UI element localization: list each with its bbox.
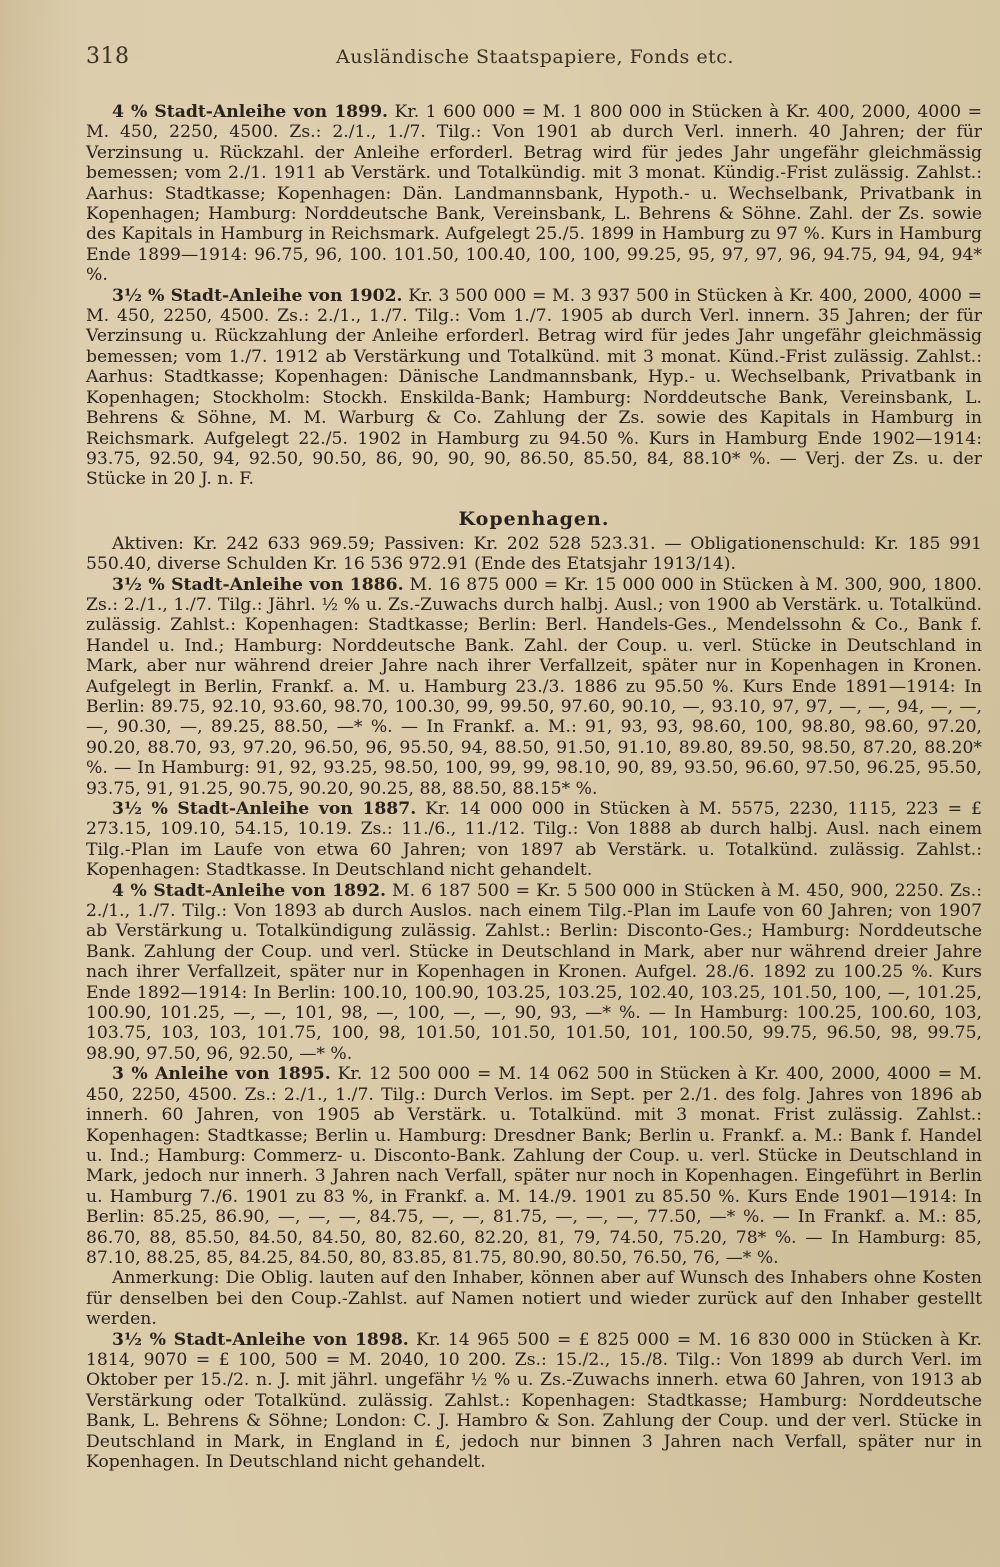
- entry-heading: 4 % Stadt-Anleihe von 1892.: [112, 880, 387, 901]
- entry-body: Kr. 14 000 000 in Stücken à M. 5575, 2230, 1115, 223 = £ 273.15, 109.10, 54.15, 10.19. Zs.: 11./6., 11./12. Tilg.: Von 1888 ab durch halbj. Ausl. nach einem Tilg.-Plan im Laufe von etwa 60 Jahren; von 1897 ab Verstärk. u. Totalkünd. zulässig. Zahlst.: Kopenhagen: Stadtkasse. In Deutschland nicht gehandelt.: [86, 799, 982, 881]
- entry-body: Kr. 3 500 000 = M. 3 937 500 in Stücken à Kr. 400, 2000, 4000 = M. 450, 2250, 4500. Zs.: 2./1., 1./7. Tilg.: Vom 1./7. 1905 ab durch Verl. innern. 35 Jahren; der für Verzinsung u. Rückzahlung der Anleihe erforderl. Betrag wird für jedes Jahr ungefähr gleichmässig bemessen; vom 1./7. 1912 ab Verstärkung und Totalkünd. mit 3 monat. Künd.-Frist zulässig. Zahlst.: Aarhus: Stadtkasse; Kopenhagen: Dänische Landmannsbank, Hyp.- u. Wechselbank, Privatbank in Kopenhagen; Stockholm: Stockh. Enskilda-Bank; Hamburg: Norddeutsche Bank, Vereinsbank, L. Behrens & Söhne, M. M. Warburg & Co. Zahlung der Zs. sowie des Kapitals in Hamburg in Reichsmark. Aufgelegt 22./5. 1902 in Hamburg zu 94.50 %. Kurs in Hamburg Ende 1902—1914: 93.75, 92.50, 94, 92.50, 90.50, 86, 90, 90, 90, 86.50, 85.50, 84, 88.10* %. — Verj. der Zs. u. der Stücke in 20 J. n. F.: [86, 285, 982, 490]
- entry-1887: [86, 799, 982, 881]
- entry-1899: [86, 102, 982, 286]
- entry-body: Kr. 1 600 000 = M. 1 800 000 in Stücken à Kr. 400, 2000, 4000 = M. 450, 2250, 4500. Zs.: 2./1., 1./7. Tilg.: Von 1901 ab durch Verl. innerh. 40 Jahren; der für Verzinsung u. Rückzahl. der Anleihe erforderl. Betrag wird für jedes Jahr ungefähr gleichmässig bemessen; vom 2./1. 1911 ab Verstärk. und Totalkündig. mit 3 monat. Kündig.-Frist zulässig. Zahlst.: Aarhus: Stadtkasse; Kopenhagen: Dän. Landmannsbank, Hypoth.- u. Wechselbank, Privatbank in Kopenhagen; Hamburg: Norddeutsche Bank, Vereinsbank, L. Behrens & Söhne. Zahl. der Zs. sowie des Kapitals in Hamburg in Reichsmark. Aufgelegt 25./5. 1899 in Hamburg zu 97 %. Kurs in Hamburg Ende 1899—1914: 96.75, 96, 100. 101.50, 100.40, 100, 100, 99.25, 95, 97, 97, 96, 94.75, 94, 94, 94* %.: [86, 102, 983, 286]
- note-paragraph: [86, 1268, 982, 1329]
- entry-heading: 3½ % Stadt-Anleihe von 1898.: [112, 1329, 409, 1350]
- entry-1886: [86, 575, 982, 799]
- entry-heading: 3½ % Stadt-Anleihe von 1886.: [112, 574, 404, 595]
- entry-1892: [86, 881, 982, 1065]
- running-header: [86, 44, 982, 80]
- entry-body: Kr. 12 500 000 = M. 14 062 500 in Stücken à Kr. 400, 2000, 4000 = M. 450, 2250, 4500. Zs.: 2./1., 1./7. Tilg.: Durch Verlos. im Sept. per 2./1. des folg. Jahres von 1896 ab innerh. 60 Jahren, von 1905 ab Verstärk. u. Totalkünd. mit 3 monat. Frist zulässig. Zahlst.: Kopenhagen: Stadtkasse; Berlin u. Hamburg: Dresdner Bank; Berlin u. Frankf. a. M.: Bank f. Handel u. Ind.; Hamburg: Commerz- u. Disconto-Bank. Zahlung der Coup. u. verl. Stücke in Deutschland in Mark, jedoch nur innerh. 3 Jahren nach Verfall, später nur noch in Kopenhagen. Eingeführt in Berlin u. Hamburg 7./6. 1901 zu 83 %, in Frankf. a. M. 14./9. 1901 zu 85.50 %. Kurs Ende 1901—1914: In Berlin: 85.25, 86.90, —, —, —, 84.75, —, —, 81.75, —, —, —, 77.50, —* %. — In Frankf. a. M.: 85, 86.70, 88, 85.50, 84.50, 84.50, 80, 82.60, 82.20, 81, 79, 74.50, 75.20, 78* %. — In Hamburg: 85, 87.10, 88.25, 85, 84.25, 84.50, 80, 83.85, 81.75, 80.90, 80.50, 76.50, 76, —* %.: [86, 1064, 983, 1268]
- entry-1898: [86, 1330, 982, 1473]
- page-number: 318: [86, 44, 130, 69]
- running-title: Ausländische Staatspapiere, Fonds etc.: [336, 46, 734, 68]
- entry-1902: [86, 286, 982, 490]
- entry-heading: 3½ % Stadt-Anleihe von 1887.: [112, 799, 417, 819]
- section-heading: Kopenhagen.: [458, 507, 610, 530]
- entry-heading: 3½ % Stadt-Anleihe von 1902.: [112, 285, 403, 306]
- entry-1895: [86, 1064, 982, 1268]
- summary-text: Aktiven: Kr. 242 633 969.59; Passiven: Kr. 202 528 523.31. — Obligationenschuld: Kr. 185 991 550.40, diverse Schulden Kr. 16 536 972.91 (Ende des Etatsjahr 1913/14).: [86, 533, 982, 575]
- entry-body: Kr. 14 965 500 = £ 825 000 = M. 16 830 000 in Stücken à Kr. 1814, 9070 = £ 100, 500 = M. 2040, 10 200. Zs.: 15./2., 15./8. Tilg.: Von 1899 ab durch Verl. im Oktober per 15./2. n. J. mit jährl. ungefähr ½ % u. Zs.-Zuwachs innerh. etwa 60 Jahren, von 1913 ab Verstärkung oder Totalkünd. zulässig. Zahlst.: Kopenhagen: Stadtkasse; Hamburg: Norddeutsche Bank, L. Behrens & Söhne; London: C. J. Hambro & Son. Zahlung der Coup. und der verl. Stücke in Deutschland in Mark, in England in £, jedoch nur binnen 3 Jahren nach Verfall, später nur in Kopenhagen. In Deutschland nicht gehandelt.: [86, 1329, 982, 1472]
- note-text: Anmerkung: Die Oblig. lauten auf den Inhaber, können aber auf Wunsch des Inhabers ohne Kosten für denselben bei den Coup.-Zahlst. auf Namen notiert und wieder zurück auf den Inhaber gestellt werden.: [86, 1268, 982, 1330]
- entry-body: M. 6 187 500 = Kr. 5 500 000 in Stücken à M. 450, 900, 2250. Zs.: 2./1., 1./7. Tilg.: Von 1893 ab durch Auslos. nach einem Tilg.-Plan im Laufe von 60 Jahren; von 1907 ab Verstärkung u. Totalkündigung zulässig. Zahlst.: Berlin: Disconto-Ges.; Hamburg: Norddeutsche Bank. Zahlung der Coup. und verl. Stücke in Deutschland in Mark, aber nur während dreier Jahre nach ihrer Verfallzeit, später nur in Kopenhagen in Kronen. Aufgel. 28./6. 1892 zu 100.25 %. Kurs Ende 1892—1914: In Berlin: 100.10, 100.90, 103.25, 103.25, 102.40, 103.25, 101.50, 100, —, 101.25, 100.90, 101.25, —, —, 101, 98, —, 100, —, —, 90, 93, —* %. — In Hamburg: 100.25, 100.60, 103, 103.75, 103, 103, 101.75, 100, 98, 101.50, 101.50, 101.50, 101, 100.50, 99.75, 96.50, 98, 99.75, 98.90, 97.50, 96, 92.50, —* %.: [86, 880, 983, 1064]
- entry-heading: 4 % Stadt-Anleihe von 1899.: [112, 102, 389, 122]
- entry-body: M. 16 875 000 = Kr. 15 000 000 in Stücken à M. 300, 900, 1800. Zs.: 2./1., 1./7. Tilg.: Jährl. ½ % u. Zs.-Zuwachs durch halbj. Ausl.; von 1900 ab Verstärk. u. Totalkünd. zulässig. Zahlst.: Kopenhagen: Stadtkasse; Berlin: Berl. Handels-Ges., Mendelssohn & Co., Bank f. Handel u. Ind.; Hamburg: Norddeutsche Bank. Zahl. der Coup. u. verl. Stücke in Deutschland in Mark, aber nur während dreier Jahre nach ihrer Verfallzeit, später nur in Kopenhagen in Kronen. Aufgelegt in Berlin, Frankf. a. M. u. Hamburg 23./3. 1886 zu 95.50 %. Kurs Ende 1891—1914: In Berlin: 89.75, 92.10, 93.60, 98.70, 100.30, 99, 99.50, 97.60, 90.10, —, 93.10, 97, 97, —, —, 94, —, —, —, 90.30, —, 89.25, 88.50, —* %. — In Frankf. a. M.: 91, 93, 93, 98.60, 100, 98.80, 98.60, 97.20, 90.20, 88.70, 93, 97.20, 96.50, 96, 95.50, 94, 88.50, 91.50, 91.10, 89.80, 89.50, 98.50, 87.20, 88.20* %. — In Hamburg: 91, 92, 93.25, 98.50, 100, 99, 99, 98.10, 90, 89, 93.50, 96.60, 97.50, 96.25, 95.50, 93.75, 91, 91.25, 90.75, 90.20, 90.25, 88, 88.50, 88.15* %.: [86, 574, 982, 799]
- entry-heading: 3 % Anleihe von 1895.: [112, 1064, 331, 1085]
- balance-summary: [86, 534, 982, 575]
